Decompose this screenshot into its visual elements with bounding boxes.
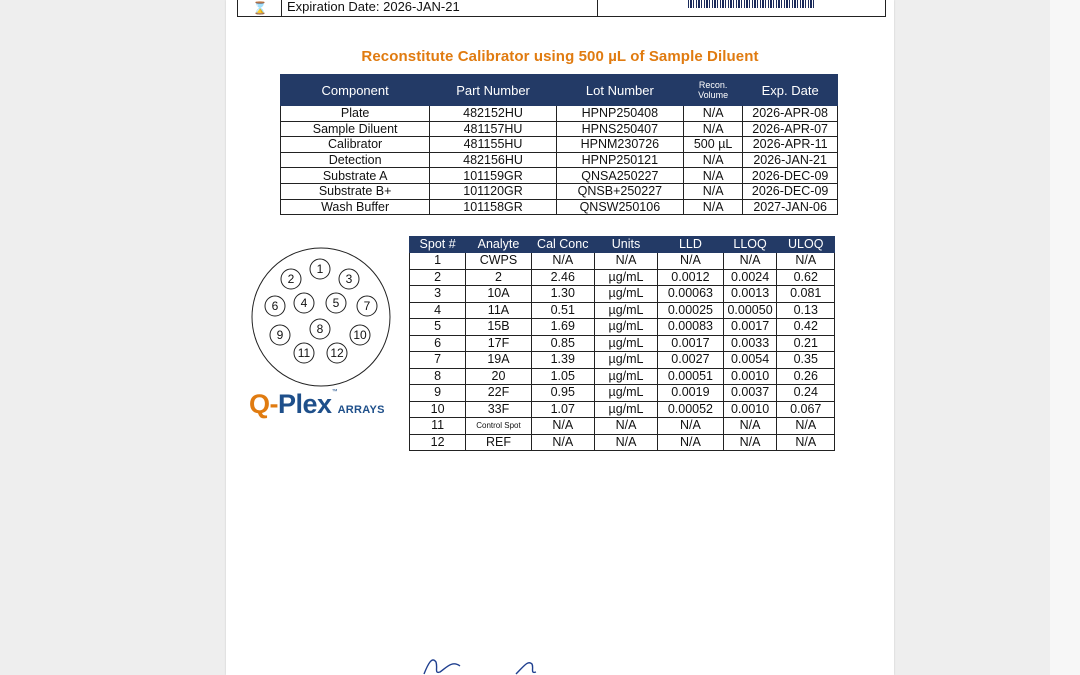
table-row [410,319,835,336]
table-cell: 1.69 [531,319,594,336]
table-cell: 0.0027 [658,352,724,369]
table-cell: N/A [723,253,777,270]
table-cell: 0.0013 [723,286,777,303]
table-cell: Calibrator [281,137,430,153]
table-cell: 12 [410,434,466,451]
spot-label: 4 [300,296,308,310]
table-row [281,121,838,137]
column-header: Recon. Volume [683,75,742,106]
logo-trademark: ™ [331,389,338,395]
table-row [410,418,835,435]
table-cell: N/A [683,199,742,215]
table-cell: 5 [410,319,466,336]
table-cell: 0.0010 [723,401,777,418]
table-cell: 500 µL [683,137,742,153]
table-cell: 4 [410,302,466,319]
spot-label: 10 [353,328,367,342]
table-row [410,286,835,303]
table-cell: 0.0010 [723,368,777,385]
header-divider [281,0,282,16]
table-cell: µg/mL [594,319,657,336]
table-cell: 2026-APR-08 [743,106,838,122]
table-cell: Control Spot [466,418,531,435]
table-cell: Detection [281,152,430,168]
table-cell: N/A [777,434,835,451]
table-cell: HPNM230726 [556,137,683,153]
barcode [688,0,816,8]
table-row [410,434,835,451]
spot-label: 7 [363,299,371,313]
table-cell: 1.30 [531,286,594,303]
table-cell: 8 [410,368,466,385]
spot-label: 3 [345,272,353,286]
table-cell: 2027-JAN-06 [743,199,838,215]
logo-plex: Plex [278,389,332,419]
table-header-row [410,237,835,253]
signature [420,652,540,675]
table-cell: 0.00025 [658,302,724,319]
column-header: Lot Number [556,75,683,106]
table-cell: µg/mL [594,385,657,402]
table-cell: 1 [410,253,466,270]
table-cell: µg/mL [594,302,657,319]
table-row [410,253,835,270]
logo-q: Q [249,389,270,419]
table-cell: 19A [466,352,531,369]
table-cell: 2026-APR-07 [743,121,838,137]
table-cell: 0.21 [777,335,835,352]
table-cell: 0.00052 [658,401,724,418]
table-cell: 0.067 [777,401,835,418]
table-cell: 6 [410,335,466,352]
table-cell: 0.42 [777,319,835,336]
table-cell: HPNP250121 [556,152,683,168]
table-cell: 101158GR [430,199,557,215]
table-cell: µg/mL [594,269,657,286]
reconstitution-title: Reconstitute Calibrator using 500 µL of Sample Diluent [361,48,759,65]
table-cell: N/A [683,106,742,122]
table-cell: N/A [683,152,742,168]
table-cell: 0.95 [531,385,594,402]
table-cell: 2 [410,269,466,286]
column-header: ULOQ [777,237,835,253]
table-cell: 2026-APR-11 [743,137,838,153]
table-cell: Sample Diluent [281,121,430,137]
table-cell: 0.0054 [723,352,777,369]
table-cell: N/A [723,434,777,451]
table-cell: N/A [683,121,742,137]
column-header: LLD [658,237,724,253]
table-cell: 17F [466,335,531,352]
table-cell: N/A [723,418,777,435]
column-header: Analyte [466,237,531,253]
page-edge [1050,0,1080,675]
table-cell: Wash Buffer [281,199,430,215]
logo-dash: - [269,389,279,419]
table-cell: HPNP250408 [556,106,683,122]
table-cell: N/A [594,434,657,451]
table-cell: QNSA250227 [556,168,683,184]
table-row [410,368,835,385]
table-row [281,137,838,153]
table-cell: µg/mL [594,368,657,385]
table-cell: Substrate A [281,168,430,184]
table-cell: 1.07 [531,401,594,418]
table-cell: 9 [410,385,466,402]
column-header: Component [281,75,430,106]
column-header: Exp. Date [743,75,838,106]
table-row [410,269,835,286]
table-cell: 33F [466,401,531,418]
table-cell: 101159GR [430,168,557,184]
table-cell: 0.0024 [723,269,777,286]
table-cell: 0.62 [777,269,835,286]
table-cell: 10A [466,286,531,303]
spot-table [409,236,835,451]
table-cell: 7 [410,352,466,369]
table-cell: 3 [410,286,466,303]
table-row [281,183,838,199]
table-cell: QNSW250106 [556,199,683,215]
table-cell: 0.26 [777,368,835,385]
table-cell: 0.081 [777,286,835,303]
table-cell: 1.05 [531,368,594,385]
table-cell: N/A [777,253,835,270]
header-divider [597,0,598,16]
table-cell: N/A [531,418,594,435]
table-cell: 22F [466,385,531,402]
table-cell: 482152HU [430,106,557,122]
table-cell: 481155HU [430,137,557,153]
spot-layout-diagram [250,246,392,388]
table-row [410,302,835,319]
spot-label: 8 [316,322,324,336]
table-cell: Plate [281,106,430,122]
table-cell: N/A [594,418,657,435]
column-header: LLOQ [723,237,777,253]
table-row [410,335,835,352]
table-cell: N/A [594,253,657,270]
table-cell: 0.85 [531,335,594,352]
table-cell: N/A [531,253,594,270]
table-cell: 0.13 [777,302,835,319]
table-cell: 1.39 [531,352,594,369]
table-cell: 0.00050 [723,302,777,319]
expiration-date: Expiration Date: 2026-JAN-21 [287,0,460,14]
table-cell: 0.0017 [658,335,724,352]
table-cell: 0.51 [531,302,594,319]
table-cell: 0.35 [777,352,835,369]
component-table [280,74,838,215]
table-cell: 11A [466,302,531,319]
column-header: Units [594,237,657,253]
table-cell: 0.00083 [658,319,724,336]
table-cell: N/A [683,168,742,184]
table-cell: 0.0017 [723,319,777,336]
table-row [281,152,838,168]
table-cell: 2026-JAN-21 [743,152,838,168]
table-cell: 2 [466,269,531,286]
table-row [410,352,835,369]
table-cell: 11 [410,418,466,435]
table-cell: µg/mL [594,335,657,352]
table-cell: 2026-DEC-09 [743,183,838,199]
table-cell: REF [466,434,531,451]
table-cell: N/A [777,418,835,435]
table-cell: 0.0033 [723,335,777,352]
table-cell: 0.0037 [723,385,777,402]
table-cell: µg/mL [594,352,657,369]
spot-label: 6 [271,299,279,313]
table-cell: QNSB+250227 [556,183,683,199]
table-cell: N/A [658,434,724,451]
table-cell: 15B [466,319,531,336]
table-cell: N/A [531,434,594,451]
qplex-logo [249,389,385,419]
spot-label: 1 [316,262,324,276]
table-cell: 0.00063 [658,286,724,303]
spot-label: 11 [297,346,311,360]
table-cell: 0.0019 [658,385,724,402]
table-cell: 0.24 [777,385,835,402]
table-cell: µg/mL [594,286,657,303]
table-row [410,401,835,418]
table-cell: Substrate B+ [281,183,430,199]
table-cell: N/A [658,418,724,435]
table-row [281,199,838,215]
spot-label: 5 [332,296,340,310]
table-row [281,168,838,184]
table-cell: HPNS250407 [556,121,683,137]
table-row [410,385,835,402]
hourglass-icon: ⌛ [252,1,268,15]
table-cell: 2026-DEC-09 [743,168,838,184]
column-header: Part Number [430,75,557,106]
spot-label: 2 [287,272,295,286]
table-cell: 20 [466,368,531,385]
column-header: Cal Conc [531,237,594,253]
table-cell: N/A [683,183,742,199]
table-cell: 101120GR [430,183,557,199]
table-cell: CWPS [466,253,531,270]
table-cell: 482156HU [430,152,557,168]
logo-arrays: ARRAYS [337,404,385,416]
column-header: Spot # [410,237,466,253]
table-header-row [281,75,838,106]
spot-label: 12 [330,346,344,360]
table-cell: µg/mL [594,401,657,418]
table-cell: 10 [410,401,466,418]
table-cell: 2.46 [531,269,594,286]
table-row [281,106,838,122]
table-cell: 0.00051 [658,368,724,385]
table-cell: 481157HU [430,121,557,137]
spot-label: 9 [276,328,284,342]
table-cell: N/A [658,253,724,270]
table-cell: 0.0012 [658,269,724,286]
